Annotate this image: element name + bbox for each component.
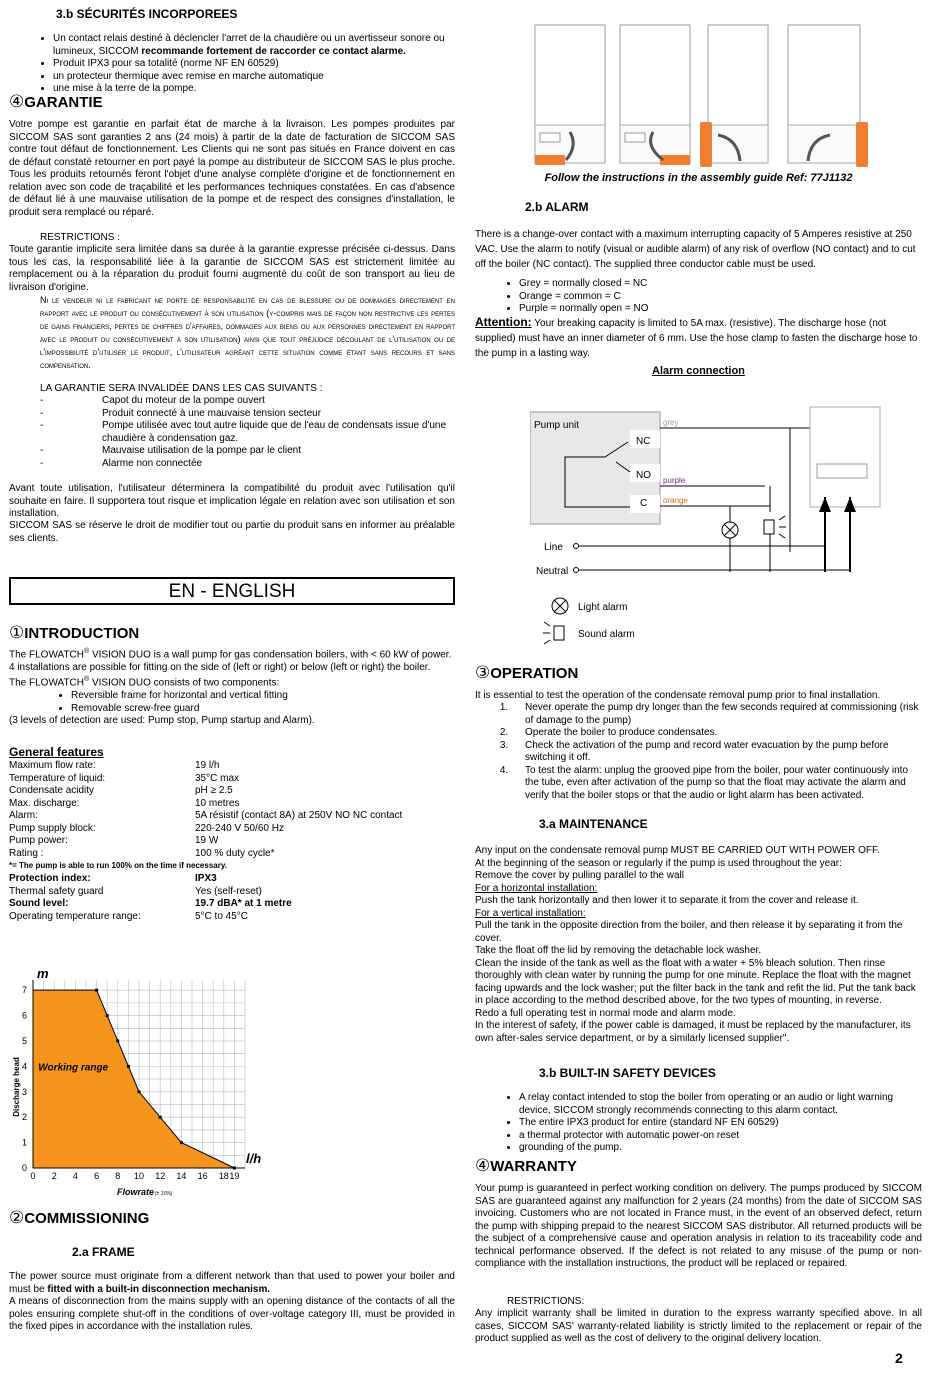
feature-key: Operating temperature range:: [9, 910, 141, 922]
feature-key: Temperature of liquid:: [9, 772, 106, 784]
alarm-text: There is a change-over contact with a maximum interrupting capacity of 5 Amperes resistive at 250 VAC. Use the alarm to notify (visual or audible alarm) of any risk of overflow (NO contact) and to cut off the boiler (NC contact). The supplied three conductor cable must be used.: [475, 229, 916, 270]
sound-alarm-legend-icon: [554, 626, 564, 640]
warranty-restrictions-label: RESTRICTIONS:: [507, 1296, 585, 1307]
fr-disclaimer: Ni le vendeur ni le fabricant ne porte de responsabilité en cas de blessure ou de dommages directement en rapport avec le produit ou consécutivement à son utilisation (y-compris mais de façon non restrictive les pertes de gains financiers, pertes de chiffres d'affaires, dommages aux biens ou aux personnes directement en rapport avec le produit ou consécutivement à son utilisation) ainsi que tout préjudice découlant de l'utilisation ou de l'impossibilité d'utiliser le produit, l'utilisateur agréant cette situation comme étant sans recours et sans compensation.: [40, 295, 455, 370]
features-title: General features: [9, 745, 104, 759]
warranty-title: WARRANTY: [490, 1158, 577, 1175]
fr-securite-item: • Un contact relais destiné à déclencler l'arret de la chaudière ou un avertisseur sonore ou lumineux, SICCOM recommande fortement de raccorder ce contact alarme.: [53, 33, 455, 58]
safety-item: • grounding of the pump.: [519, 1142, 922, 1155]
features-table: [9, 760, 455, 923]
discharge-chart: [9, 962, 269, 1202]
x-tick-label: 2: [51, 1171, 57, 1181]
alarm-connection-title: Alarm connection: [652, 365, 745, 377]
operation-title: OPERATION: [490, 665, 579, 682]
fr-final-text: Avant toute utilisation, l'utilisateur déterminera la compatibilité du produit avec l'utilisation qu'il souhaite en faire. Il supportera tout risque et implication légale en relation avec son utilisation et son installation.: [9, 483, 455, 519]
operation-intro: It is essential to test the operation of the condensate removal pump prior to final installation.: [475, 690, 881, 701]
y-unit: m: [37, 966, 49, 981]
fr-invalid-item: - Capot du moteur de la pompe ouvert: [40, 395, 455, 408]
alarm-wire-item: • Purple = normally open = NO: [519, 303, 922, 316]
fr-invalid-item: - Alarme non connectée: [40, 458, 455, 471]
feature-key: Maximum flow rate:: [9, 760, 96, 771]
x-tick-label: 0: [30, 1171, 36, 1181]
data-point: [106, 1014, 109, 1017]
feature-row: [9, 886, 455, 899]
commissioning-body: The power source must originate from a different network than that used to power your boiler and must be fitted with a built-in disconnection mechanism. A means of disconnection from the mains supply with an opening distance of the contacts of all the poles ensuring complete shut-off in the conditions of over-voltage category III, must be provided in the fixed pipes in accordance with the installation rules.: [9, 1271, 455, 1332]
feature-row: [9, 773, 455, 786]
data-point: [116, 1039, 119, 1042]
feature-value: 35°C max: [195, 772, 240, 784]
x-tick-label: 12: [155, 1171, 166, 1181]
feature-key: Protection index:: [9, 873, 91, 884]
safety-item: • a thermal protector with automatic power-on reset: [519, 1130, 922, 1143]
no-label: NO: [636, 470, 651, 481]
x-axis-note: (± 10%): [155, 1191, 173, 1197]
attention-label: Attention:: [475, 315, 532, 329]
fr-garantie-text: Votre pompe est garantie en parfait état de marche à la livraison. Les pompes produites par SICCOM SAS sont garanties 2 ans (24 mois) à partir de la date de facturation de SICCOM SAS contre tout défaut de fonctionnement. Les Clients qui ne sont pas situés en France doivent en cas de défaut constaté retourner en port payé la pompe au distributeur de SICCOM SAS le plus proche. Tous les produits retournés feront l'objet d'une analyse complète d'origine et de fonctionnement en relation avec son code de traçabilité et les performances techniques constatées. En cas d'absence de défaut lié à une mauvaise utilisation de la pompe et de respect des consignes d'installation, le produit sera remplacé ou réparé.: [9, 119, 455, 218]
alarm-wire-item: • Orange = common = C: [519, 291, 922, 304]
feature-row: [9, 911, 455, 924]
grey-wire-label: grey: [663, 418, 679, 427]
operation-steps: [475, 702, 922, 802]
warranty-text: Your pump is guaranteed in perfect working condition on delivery. The pumps produced by SICCOM SAS are guaranteed against any malfunction for 2 years (24 months) from the date of SICCOM SAS invoicing. Customers who are not located in France must, in the event of an observed defect, return the pump with shipping prepaid to the nearest SICCOM SAS distributor. All returned products will be the subject of a comprehensive cause and operation analysis in relation to its traceability code and technical performance observed. If the defect is not related to any misuse of the pump or non-compliance with the installation instructions, the product will be replaced or repaired.: [475, 1183, 922, 1269]
x-tick-label: 8: [115, 1171, 121, 1181]
feature-value: 220-240 V 50/60 Hz: [195, 822, 284, 834]
pump-unit-label: Pump unit: [534, 420, 580, 431]
safety-item: • A relay contact intended to stop the boiler from operating or an audio or light warning device, SICCOM strongly recommends connecting to this alarm contact.: [519, 1092, 922, 1117]
data-point: [159, 1116, 162, 1119]
light-alarm-legend: Light alarm: [578, 602, 628, 613]
feature-key: Max. discharge:: [9, 797, 80, 809]
working-range-label: Working range: [38, 1062, 109, 1074]
operation-step: 4. To test the alarm: unplug the grooved pipe from the boiler, pour water continuously into the tube, even after activation of the pump so that the float may activate the alarm and verify that the boiler stops or that the audio or light alarm has been activated.: [511, 765, 922, 803]
fr-securite-item: • une mise à la terre de la pompe.: [53, 83, 455, 96]
y-tick-label: 5: [21, 1035, 27, 1046]
operation-step: 2. Operate the boiler to produce condensates.: [511, 727, 922, 740]
fr-invalid-item: - Pompe utilisée avec tout autre liquide que de l'eau de condensats issue d'une chaudière à condensation gaz.: [40, 420, 455, 445]
safety-title: 3.b BUILT-IN SAFETY DEVICES: [539, 1066, 716, 1080]
line-label: Line: [544, 542, 563, 553]
intro-heading: [9, 623, 140, 642]
feature-key: Pump supply block:: [9, 822, 96, 834]
feature-value: 19 W: [195, 835, 219, 846]
feature-row: [9, 798, 455, 811]
fr-invalid-title: LA GARANTIE SERA INVALIDÉE DANS LES CAS SUIVANTS :: [40, 383, 323, 394]
alarm-attention: Attention: Your breaking capacity is limited to 5A max. (resistive). The discharge hose (not supplied) must have an inner diameter of 6 mm. Use the hose clamp to fasten the discharge hose to the pump in a lasting way.: [475, 315, 918, 359]
assembly-view-3: [700, 25, 768, 167]
sound-alarm-symbol: [764, 520, 774, 534]
commissioning-heading: [9, 1208, 150, 1227]
assembly-view-1: [535, 25, 605, 165]
y-tick-label: 1: [21, 1137, 27, 1148]
feature-value: 100 % duty cycle*: [195, 847, 275, 859]
feature-key: Condensate acidity: [9, 785, 95, 796]
fr-restrictions-text: Toute garantie implicite sera limitée dans sa durée à la garantie expresse précisée ci-dessus. Dans tous les cas, la responsabilité liée à la garantie de SICCOM SAS est strictement limitée au remplacement ou à la réparation du produit fourni augmenté du coût de son transport au lieu de livraison d'origine.: [9, 244, 455, 293]
x-tick-label: 14: [176, 1171, 187, 1181]
intro-title: INTRODUCTION: [24, 625, 140, 642]
y-tick-label: 7: [21, 985, 27, 996]
feature-row: [9, 785, 455, 798]
data-point: [95, 989, 98, 992]
safety-list: [475, 1092, 922, 1155]
feature-row: [9, 873, 455, 886]
features-footnote: *= The pump is able to run 100% on the time if necessary.: [9, 861, 227, 870]
data-point: [233, 1167, 236, 1170]
feature-key: Rating :: [9, 847, 44, 859]
feature-key: Thermal safety guard: [9, 885, 104, 897]
alarm-wire-list: [475, 278, 922, 316]
alarm-connection-diagram: [530, 402, 925, 647]
intro-number: ①: [9, 623, 25, 642]
x-tick-label: 18: [218, 1171, 229, 1181]
x-tick-label: 10: [133, 1171, 145, 1181]
data-point: [180, 1141, 183, 1144]
x-tick-label: 6: [94, 1171, 100, 1181]
feature-key: Alarm:: [9, 810, 38, 821]
fr-securite-item: • Produit IPX3 pour sa totalité (norme NF EN 60529): [53, 58, 455, 71]
operation-number: ③: [475, 663, 491, 682]
maintenance-body: Any input on the condensate removal pump MUST BE CARRIED OUT WITH POWER OFF. At the beginning of the season or regularly if the pump is used throughout the year: Remove the cover by pulling parallel to the wall For a horizontal installation: Push the tank horizontally and then lower it to separate it from the cover and release it. For a vertical installation: Pull the tank in the opposite direction from the boiler, and then release it by separating it from the cover. Take the float off the lid by removing the detachable lock washer. Clean the inside of the tank as well as the float with a water + 5% bleach solution. Then rinse thoroughly with clean water by running the pump for one minute. Replace the float with the magnet facing upwards and the lock washer; put the filter back in the tank and refit the lid. Put the tank back in place according to the method described above, for the two types of mounting, in reverse. Redo a full operating test in normal mode and alarm mode. In the interest of safety, if the power cable is damaged, it must be replaced by the manufacturer, its own after-sales service department, or by a similarly licensed supplier".: [475, 845, 916, 1044]
fr-securites-list: [9, 33, 455, 96]
y-tick-label: 4: [21, 1061, 27, 1072]
boiler-drawing: [810, 407, 880, 507]
neutral-label: Neutral: [536, 566, 569, 577]
nc-label: NC: [636, 436, 651, 447]
y-tick-label: 6: [21, 1010, 27, 1021]
assembly-view-4: [788, 25, 868, 167]
feature-row: [9, 760, 455, 773]
maintenance-title: 3.a MAINTENANCE: [539, 817, 648, 831]
c-label: C: [640, 498, 648, 509]
fr-final-text-2: SICCOM SAS se réserve le droit de modifier tout ou partie du produit sans en informer au préalable ses clients.: [9, 520, 455, 544]
y-tick-label: 0: [21, 1163, 27, 1173]
fr-invalid-item: - Produit connecté à une mauvaise tension secteur: [40, 408, 455, 421]
feature-value: 19.7 dBA* at 1 metre: [195, 898, 292, 909]
commissioning-title: COMMISSIONING: [24, 1210, 150, 1227]
fr-garantie-heading: [9, 92, 103, 111]
intro-component-item: • Reversible frame for horizontal and vertical fitting: [71, 690, 455, 703]
feature-value: 5°C to 45°C: [195, 910, 249, 922]
assembly-illustrations: [530, 22, 875, 167]
data-point: [127, 1065, 130, 1068]
feature-row: [9, 823, 455, 836]
y-tick-label: 3: [21, 1086, 27, 1097]
safety-item: • The entire IPX3 product for entire (standard NF EN 60529): [519, 1117, 922, 1130]
x-axis-label: Flowrate: [117, 1187, 155, 1197]
feature-row: [9, 810, 455, 823]
x-unit: l/h: [246, 1151, 262, 1166]
page-number: 2: [895, 1350, 903, 1366]
feature-row: [9, 898, 455, 911]
fr-invalid-item: - Mauvaise utilisation de la pompe par le client: [40, 445, 455, 458]
feature-value: IPX3: [195, 873, 217, 884]
feature-row: [9, 848, 455, 861]
assembly-view-2: [620, 25, 690, 165]
feature-value: 10 metres: [195, 797, 240, 809]
assembly-caption: Follow the instructions in the assembly guide Ref: 77J1132: [544, 172, 853, 184]
purple-wire-label: purple: [663, 476, 686, 485]
alarm-wire-item: • Grey = normally closed = NC: [519, 278, 922, 291]
fr-securites-title: 3.b SÉCURITÉS INCORPOREES: [56, 7, 238, 21]
feature-value: Yes (self-reset): [195, 885, 262, 897]
commissioning-number: ②: [9, 1208, 25, 1227]
intro-component-item: • Removable screw-free guard: [71, 703, 455, 716]
frame-title: 2.a FRAME: [72, 1245, 135, 1259]
y-tick-label: 2: [21, 1112, 27, 1123]
fr-invalid-list: [40, 395, 455, 470]
x-tick-label: 16: [197, 1171, 208, 1181]
feature-value: 19 l/h: [195, 760, 220, 771]
warranty-restrictions-text: Any implicit warranty shall be limited in duration to the express warranty specified above. In all cases, SICCOM SAS' warranty-related liability is strictly limited to the replacement or repair of the product supplied as well as the cost of delivery to the original delivery location.: [475, 1308, 922, 1344]
feature-value: 5A résistif (contact 8A) at 250V NO NC contact: [195, 810, 403, 821]
alarm-title: 2.b ALARM: [525, 200, 589, 214]
english-banner: EN - ENGLISH: [9, 577, 455, 605]
fr-restrictions-label: RESTRICTIONS :: [40, 232, 121, 243]
intro-body: The FLOWATCH® VISION DUO is a wall pump for gas condensation boilers, with < 60 kW of power. 4 installations are possible for fitting on the side of (left or right) or below (left or right) the boiler. The FLOWATCH® VISION DUO consists of two components: • Reversible frame for horizontal and vertical fitting • Removable screw-free guard (3 levels of detection are used: Pump stop, Pump startup and Alarm).: [9, 646, 455, 728]
orange-wire-label: orange: [663, 496, 688, 505]
data-point: [138, 1090, 141, 1093]
feature-value: pH ≥ 2.5: [195, 785, 233, 796]
feature-row: [9, 835, 455, 848]
x-tick-label: 4: [72, 1171, 78, 1181]
y-axis-label: Discharge head: [12, 1057, 21, 1117]
feature-key: Sound level:: [9, 898, 69, 909]
feature-key: Pump power:: [9, 835, 68, 846]
operation-step: 3. Check the activation of the pump and record water evacuation by the pump before switching it off.: [511, 740, 922, 765]
sound-alarm-legend: Sound alarm: [578, 629, 635, 640]
operation-step: 1. Never operate the pump dry longer than the few seconds required at commissioning (risk of damage to the pump): [511, 702, 922, 727]
operation-heading: [475, 663, 579, 682]
fr-securite-item: • un protecteur thermique avec remise en marche automatique: [53, 71, 455, 84]
warranty-number: ④: [475, 1156, 491, 1175]
x-tick-label: 19: [229, 1171, 240, 1181]
garantie-number: ④: [9, 92, 25, 111]
garantie-title: GARANTIE: [24, 94, 103, 111]
warranty-heading: [475, 1156, 577, 1175]
